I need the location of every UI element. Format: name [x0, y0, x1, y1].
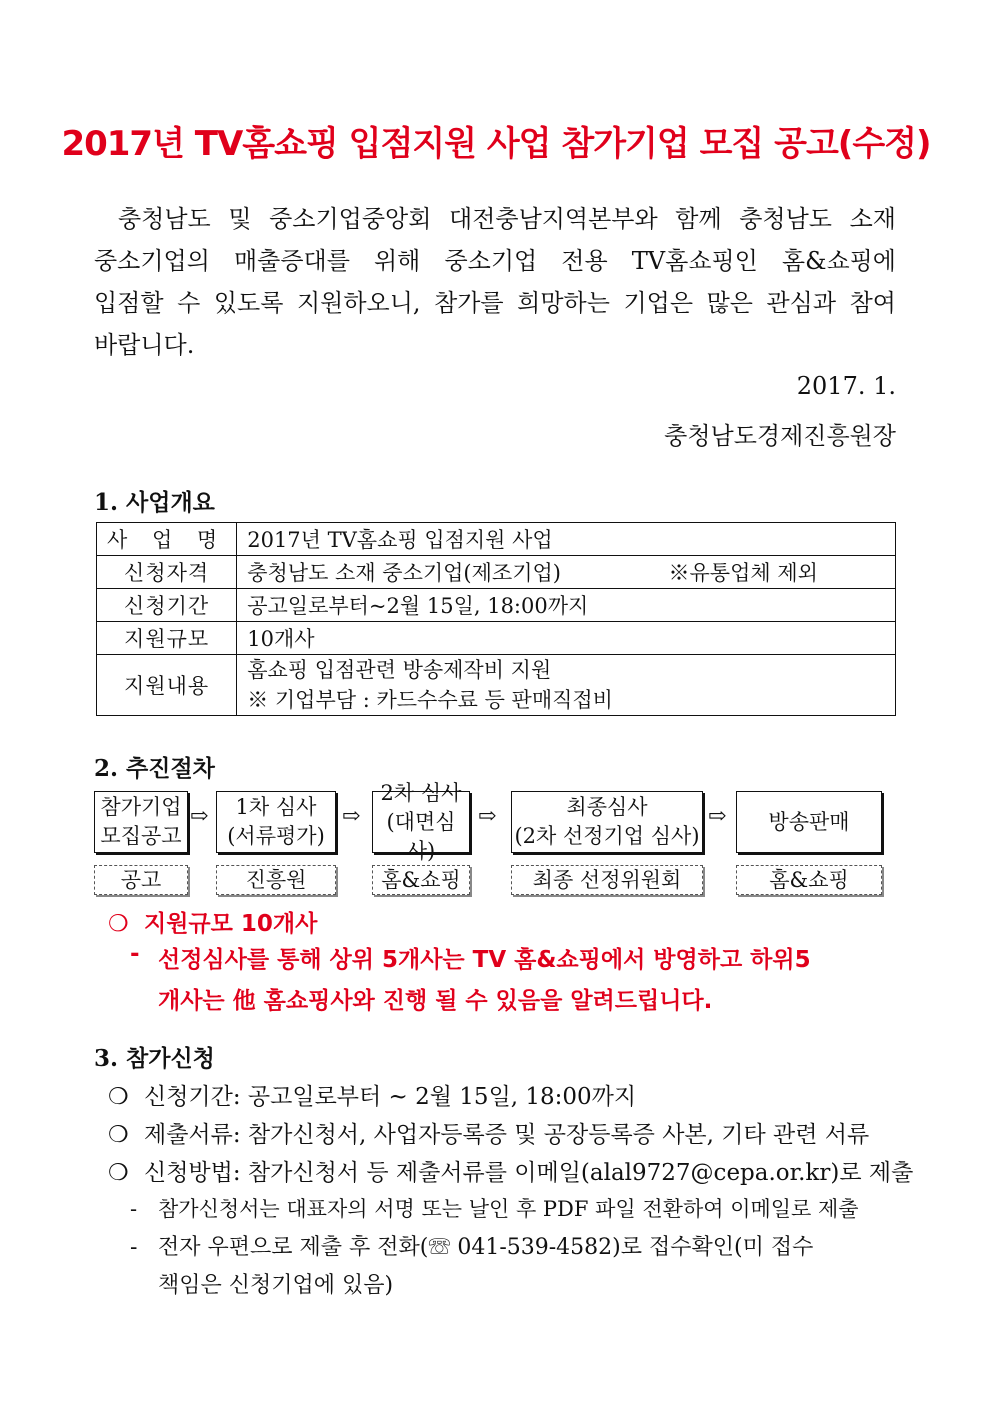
intro-line [94, 282, 896, 324]
application-item [108, 1154, 913, 1187]
item-text: 신청방법: 참가신청서 등 제출서류를 이메일(alal9727@cepa.or.kr)로 제출 [144, 1160, 914, 1186]
step-owner-label: 홈&쇼핑 [372, 865, 470, 895]
issuer: 충청남도경제진흥원장 [664, 422, 896, 450]
step-owner-label: 공고 [94, 865, 188, 895]
intro-word: 지원하오니, [296, 289, 421, 317]
intro-word: 참가를 [434, 289, 504, 317]
intro-word: 중소기업 [444, 247, 538, 275]
row-value-line: ※ 기업부담 : 카드수수료 등 판매직접비 [247, 688, 613, 712]
section1-heading: 1. 사업개요 [94, 489, 215, 516]
intro-word: TV홈쇼핑인 [631, 247, 758, 275]
intro-word: 충청남도 [118, 205, 211, 233]
intro-word: 관심과 [766, 289, 837, 317]
row-label: 신청기간 [97, 589, 237, 622]
step-line: 1차 심사 [235, 795, 317, 819]
right-arrow-icon: ⇨ [708, 804, 727, 829]
row-value-line: 홈쇼핑 입점관련 방송제작비 지원 [247, 658, 552, 682]
process-step [736, 791, 882, 853]
step-line: 참가기업 [100, 795, 182, 819]
intro-word: 있도록 [213, 289, 284, 317]
notice-line [130, 941, 900, 974]
table-row [97, 589, 896, 622]
step-line: 모집공고 [100, 824, 182, 848]
intro-word: 소재 [849, 205, 896, 233]
page-title: 2017년 TV홈쇼핑 입점지원 사업 참가기업 모집 공고(수정) [61, 124, 931, 164]
intro-line [94, 240, 896, 282]
row-label: 신청자격 [97, 556, 237, 589]
circle-bullet-icon: ❍ [108, 1122, 129, 1148]
circle-bullet-icon: ❍ [108, 1160, 129, 1186]
intro-word: 많은 [706, 289, 753, 317]
intro-word: 매출증대를 [234, 247, 350, 275]
intro-line [94, 198, 896, 240]
overview-table [96, 522, 896, 716]
row-value: 2017년 TV홈쇼핑 입점지원 사업 [237, 523, 896, 556]
intro-word: 홈&쇼핑에 [781, 247, 896, 275]
process-step [511, 791, 703, 853]
intro-word: 전용 [561, 247, 608, 275]
step-owner-label: 진흥원 [216, 865, 336, 895]
dash-bullet: - [130, 1197, 138, 1221]
row-value [237, 655, 896, 716]
process-step [372, 780, 470, 863]
application-subitem [130, 1193, 859, 1223]
notice-title: 지원규모 10개사 [144, 911, 318, 937]
row-value-text: 충청남도 소재 중소기업(제조기업) [247, 561, 561, 585]
step-line: 최종심사 [566, 795, 648, 819]
item-text: 제출서류: 참가신청서, 사업자등록증 및 공장등록증 사본, 기타 관련 서류 [144, 1122, 870, 1148]
notice-text: 선정심사를 통해 상위 5개사는 TV 홈&쇼핑에서 방영하고 하위5 [158, 947, 811, 973]
intro-word: 기업은 [623, 289, 694, 317]
intro-word: 중소기업중앙회 [269, 205, 432, 233]
item-text: 신청기간: 공고일로부터 ~ 2월 15일, 18:00까지 [144, 1084, 637, 1110]
intro-line: 바랍니다. [94, 331, 195, 359]
subitem-text: 전자 우편으로 제출 후 전화(☏ 041-539-4582)로 접수확인(미 접수 [158, 1235, 814, 1260]
application-subitem [130, 1230, 813, 1261]
dash-bullet: - [130, 941, 140, 967]
intro-word: 참여 [849, 289, 896, 317]
row-label: 지원규모 [97, 622, 237, 655]
step-owner-label: 최종 선정위원회 [511, 865, 703, 895]
intro-word: 위해 [374, 247, 421, 275]
process-step [216, 791, 336, 853]
section2-heading: 2. 추진절차 [94, 755, 215, 782]
step-line: (대면심사) [386, 809, 456, 863]
announcement-date: 2017. 1. [796, 372, 896, 400]
notice-title-row [108, 905, 317, 938]
row-label: 지원내용 [97, 655, 237, 716]
row-label: 사 업 명 [97, 523, 237, 556]
right-arrow-icon: ⇨ [190, 804, 209, 829]
row-value [237, 556, 896, 589]
notice-line: 개사는 他 홈쇼핑사와 진행 될 수 있음을 알려드립니다. [158, 988, 713, 1014]
step-line: 2차 심사 [380, 780, 462, 805]
step-line: (서류평가) [227, 824, 325, 848]
row-value: 10개사 [237, 622, 896, 655]
step-owner-label: 홈&쇼핑 [736, 865, 882, 895]
circle-bullet-icon: ❍ [108, 911, 129, 937]
intro-word: 대전충남지역본부와 [449, 205, 658, 233]
intro-paragraph [94, 198, 896, 366]
intro-word: 함께 [675, 205, 722, 233]
intro-word: 및 [228, 205, 252, 233]
intro-word: 입점할 [94, 289, 164, 317]
application-subitem-continued: 책임은 신청기업에 있음) [158, 1273, 394, 1298]
application-item [108, 1116, 869, 1149]
intro-word: 희망하는 [517, 289, 610, 317]
process-step [94, 791, 188, 853]
section3-heading: 3. 참가신청 [94, 1045, 215, 1072]
right-arrow-icon: ⇨ [342, 804, 361, 829]
intro-word: 충청남도 [739, 205, 832, 233]
row-value: 공고일로부터~2월 15일, 18:00까지 [237, 589, 896, 622]
step-line: (2차 선정기업 심사) [514, 824, 700, 848]
right-arrow-icon: ⇨ [478, 804, 497, 829]
intro-word: 수 [177, 289, 201, 317]
step-line: 방송판매 [768, 809, 850, 834]
table-row [97, 523, 896, 556]
table-row [97, 556, 896, 589]
intro-word: 중소기업의 [94, 247, 210, 275]
dash-bullet: - [130, 1235, 138, 1260]
application-item [108, 1078, 636, 1111]
circle-bullet-icon: ❍ [108, 1084, 129, 1110]
table-row [97, 655, 896, 716]
table-row [97, 622, 896, 655]
row-note: ※유통업체 제외 [668, 561, 818, 585]
subitem-text: 참가신청서는 대표자의 서명 또는 날인 후 PDF 파일 전환하여 이메일로 제출 [158, 1197, 859, 1221]
